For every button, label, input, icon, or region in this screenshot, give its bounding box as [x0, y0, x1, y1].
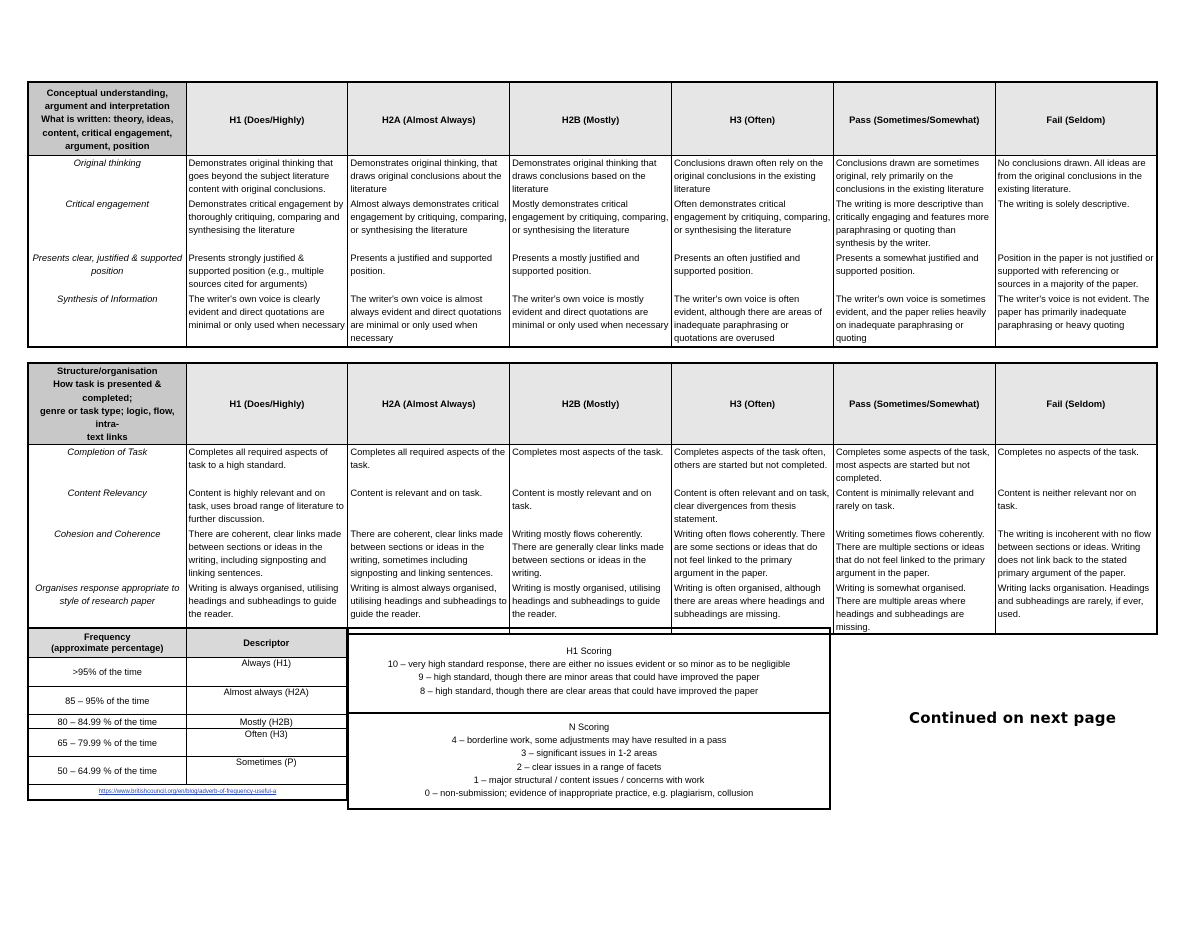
- corner-line: What is written: theory, ideas,: [41, 113, 174, 125]
- rubric-cell: The writer's own voice is mostly evident and direct quotations are minimal or only used when necessary: [510, 292, 672, 347]
- grade-header-h1: H1 (Does/Highly): [186, 363, 348, 444]
- frequency-header-line: (approximate percentage): [51, 643, 164, 653]
- criterion-label: Critical engagement: [28, 197, 186, 251]
- h1-scoring-title: H1 Scoring: [566, 646, 612, 656]
- rubric-cell: Conclusions drawn are sometimes original, rely primarily on the conclusions in the existing literature: [833, 156, 995, 198]
- descriptor-value: Sometimes (P): [186, 757, 347, 785]
- rubric-cell: Content is highly relevant and on task, uses broad range of literature to further discussion.: [186, 486, 348, 527]
- rubric-cell: The writer's voice is not evident. The paper has primarily inadequate paraphrasing or heavy quoting: [995, 292, 1157, 347]
- criterion-label: Cohesion and Coherence: [28, 527, 186, 581]
- n-scoring-line: 1 – major structural / content issues / concerns with work: [473, 774, 705, 785]
- rubric-cell: Writing is somewhat organised. There are multiple areas where headings and subheadings are missing.: [833, 581, 995, 634]
- frequency-value: 65 – 79.99 % of the time: [28, 729, 186, 757]
- corner-line: How task is presented & completed;: [53, 378, 162, 403]
- rubric-cell: Content is often relevant and on task, clear divergences from thesis statement.: [671, 486, 833, 527]
- h1-scoring-line: 8 – high standard, though there are clear areas that could have improved the paper: [419, 685, 759, 696]
- n-scoring-line: 2 – clear issues in a range of facets: [516, 761, 662, 772]
- grade-header-h2a: H2A (Almost Always): [348, 363, 510, 444]
- rubric-row: [28, 251, 1157, 292]
- frequency-row: [28, 715, 347, 729]
- rubric-cell: Writing often flows coherently. There are some sections or ideas that do not feel linked to the primary argument in the paper.: [671, 527, 833, 581]
- grade-header-h2a: H2A (Almost Always): [348, 82, 510, 156]
- rubric-corner-heading: [28, 82, 186, 156]
- rubric-cell: Often demonstrates critical engagement by critiquing, comparing, or synthesising the literature: [671, 197, 833, 251]
- grade-header-fail: Fail (Seldom): [995, 363, 1157, 444]
- rubric-cell: Demonstrates original thinking that draws conclusions based on the literature: [510, 156, 672, 198]
- frequency-value: 80 – 84.99 % of the time: [28, 715, 186, 729]
- rubric-cell: Almost always demonstrates critical engagement by critiquing, comparing, or synthesising the literature: [348, 197, 510, 251]
- frequency-column-header: [28, 628, 186, 658]
- rubric-cell: Presents an often justified and supported position.: [671, 251, 833, 292]
- rubric-cell: There are coherent, clear links made between sections or ideas in the writing, sometimes including signposting and linking sentences.: [348, 527, 510, 581]
- frequency-row: [28, 729, 347, 757]
- structure-organisation-rubric: [27, 362, 1158, 635]
- rubric-cell: Writing is always organised, utilising headings and subheadings to guide the reader.: [186, 581, 348, 634]
- rubric-cell: Completes all required aspects of the task.: [348, 444, 510, 486]
- conceptual-understanding-rubric: [27, 81, 1158, 348]
- rubric-cell: Completes all required aspects of task to a high standard.: [186, 444, 348, 486]
- descriptor-value: Mostly (H2B): [186, 715, 347, 729]
- rubric-row: [28, 581, 1157, 634]
- rubric-cell: Demonstrates critical engagement by thoroughly critiquing, comparing and synthesising the literature: [186, 197, 348, 251]
- grade-header-h1: H1 (Does/Highly): [186, 82, 348, 156]
- rubric-cell: The writer's own voice is sometimes evident, and the paper relies heavily on inadequate paraphrasing or quoting: [833, 292, 995, 347]
- rubric-cell: The writer's own voice is often evident, although there are areas of inadequate paraphrasing or quotations are overused: [671, 292, 833, 347]
- rubric-corner-heading: [28, 363, 186, 444]
- corner-line: argument, position: [65, 139, 150, 151]
- grade-header-fail: Fail (Seldom): [995, 82, 1157, 156]
- frequency-row: [28, 687, 347, 715]
- rubric-row: [28, 486, 1157, 527]
- grade-header-pass: Pass (Sometimes/Somewhat): [833, 82, 995, 156]
- criterion-label: Organises response appropriate to style of research paper: [28, 581, 186, 634]
- rubric-cell: Conclusions drawn often rely on the original conclusions in the existing literature: [671, 156, 833, 198]
- criterion-label: Completion of Task: [28, 444, 186, 486]
- frequency-descriptor-table: [27, 627, 348, 801]
- rubric-cell: Demonstrates original thinking that goes beyond the subject literature content with original conclusions.: [186, 156, 348, 198]
- rubric-cell: Completes some aspects of the task, most aspects are started but not completed.: [833, 444, 995, 486]
- n-scoring-line: 3 – significant issues in 1-2 areas: [521, 748, 657, 759]
- h1-scoring-line: 9 – high standard, though there are minor areas that could have improved the paper: [418, 672, 760, 683]
- rubric-cell: Mostly demonstrates critical engagement by critiquing, comparing, or synthesising the literature: [510, 197, 672, 251]
- descriptor-value: Always (H1): [186, 658, 347, 687]
- rubric-cell: Presents a mostly justified and supported position.: [510, 251, 672, 292]
- rubric-header-row: [28, 363, 1157, 444]
- source-link-row: [28, 785, 347, 801]
- corner-line: Structure/organisation: [56, 365, 158, 376]
- rubric-cell: Presents strongly justified & supported position (e.g., multiple sources cited for arguments): [186, 251, 348, 292]
- grade-header-h3: H3 (Often): [671, 82, 833, 156]
- rubric-cell: Presents a justified and supported position.: [348, 251, 510, 292]
- rubric-cell: Content is minimally relevant and rarely on task.: [833, 486, 995, 527]
- criterion-label: Synthesis of Information: [28, 292, 186, 347]
- rubric-cell: Content is mostly relevant and on task.: [510, 486, 672, 527]
- rubric-cell: The writer's own voice is clearly evident and direct quotations are minimal or only used when necessary: [186, 292, 348, 347]
- rubric-cell: Completes no aspects of the task.: [995, 444, 1157, 486]
- rubric-cell: Writing is mostly organised, utilising headings and subheadings to guide the reader.: [510, 581, 672, 634]
- rubric-cell: The writing is more descriptive than critically engaging and features more paraphrasing or quoting than synthesis by the writer.: [833, 197, 995, 251]
- continued-on-next-page-note: Continued on next page: [909, 709, 1117, 727]
- n-scoring-line: 4 – borderline work, some adjustments may have resulted in a pass: [451, 735, 727, 746]
- rubric-cell: Presents a somewhat justified and supported position.: [833, 251, 995, 292]
- frequency-value: 50 – 64.99 % of the time: [28, 757, 186, 785]
- descriptor-value: Often (H3): [186, 729, 347, 757]
- n-scoring-box: [347, 712, 831, 810]
- rubric-cell: Writing sometimes flows coherently. There are multiple sections or ideas that do not feel linked to the primary argument in the paper.: [833, 527, 995, 581]
- rubric-cell: There are coherent, clear links made between sections or ideas in the writing, including signposting and linking sentences.: [186, 527, 348, 581]
- rubric-cell: No conclusions drawn. All ideas are from the original conclusions in the existing literature.: [995, 156, 1157, 198]
- rubric-cell: Writing mostly flows coherently. There are generally clear links made between sections or ideas in the writing.: [510, 527, 672, 581]
- source-link[interactable]: https://www.britishcouncil.org/en/blog/adverb-of-frequency-useful-a: [28, 785, 347, 801]
- rubric-header-row: [28, 82, 1157, 156]
- descriptor-column-header: Descriptor: [186, 628, 347, 658]
- frequency-row: [28, 658, 347, 687]
- rubric-cell: Content is relevant and on task.: [348, 486, 510, 527]
- rubric-cell: The writer's own voice is almost always evident and direct quotations are minimal or only used when necessary: [348, 292, 510, 347]
- corner-line: genre or task type; logic, flow, intra-: [39, 404, 175, 430]
- corner-line: text links: [86, 431, 128, 443]
- rubric-cell: Position in the paper is not justified or supported with referencing or sources in a majority of the paper.: [995, 251, 1157, 292]
- rubric-row: [28, 292, 1157, 347]
- grade-header-pass: Pass (Sometimes/Somewhat): [833, 363, 995, 444]
- h1-scoring-box: [347, 627, 831, 714]
- rubric-cell: Completes aspects of the task often, others are started but not completed.: [671, 444, 833, 486]
- descriptor-value: Almost always (H2A): [186, 687, 347, 715]
- grade-header-h2b: H2B (Mostly): [510, 82, 672, 156]
- rubric-cell: Writing is often organised, although there are areas where headings and subheadings are missing.: [671, 581, 833, 634]
- rubric-row: [28, 444, 1157, 486]
- n-scoring-line: 0 – non-submission; evidence of inappropriate practice, e.g. plagiarism, collusion: [424, 788, 754, 799]
- rubric-row: [28, 156, 1157, 198]
- rubric-cell: Content is neither relevant nor on task.: [995, 486, 1157, 527]
- corner-line: argument and interpretation: [44, 100, 170, 112]
- frequency-header-row: [28, 628, 347, 658]
- criterion-label: Original thinking: [28, 156, 186, 198]
- frequency-row: [28, 757, 347, 785]
- rubric-cell: Demonstrates original thinking, that draws original conclusions about the literature: [348, 156, 510, 198]
- rubric-cell: The writing is incoherent with no flow between sections or ideas. Writing does not link back to the stated primary argument of the paper.: [995, 527, 1157, 581]
- rubric-cell: Completes most aspects of the task.: [510, 444, 672, 486]
- frequency-value: >95% of the time: [28, 658, 186, 687]
- grade-header-h2b: H2B (Mostly): [510, 363, 672, 444]
- n-scoring-title: N Scoring: [568, 722, 610, 732]
- frequency-value: 85 – 95% of the time: [28, 687, 186, 715]
- rubric-cell: Writing lacks organisation. Headings and subheadings are rarely, if ever, used.: [995, 581, 1157, 634]
- criterion-label: Presents clear, justified & supported position: [28, 251, 186, 292]
- rubric-row: [28, 527, 1157, 581]
- h1-scoring-line: 10 – very high standard response, there are either no issues evident or so minor as to be negligible: [387, 659, 791, 670]
- grade-header-h3: H3 (Often): [671, 363, 833, 444]
- frequency-header-line: Frequency: [84, 632, 131, 642]
- rubric-cell: Writing is almost always organised, utilising headings and subheadings to guide the reader.: [348, 581, 510, 634]
- corner-line: content, critical engagement,: [42, 126, 173, 138]
- criterion-label: Content Relevancy: [28, 486, 186, 527]
- corner-line: Conceptual understanding,: [46, 86, 168, 98]
- rubric-cell: The writing is solely descriptive.: [995, 197, 1157, 251]
- rubric-row: [28, 197, 1157, 251]
